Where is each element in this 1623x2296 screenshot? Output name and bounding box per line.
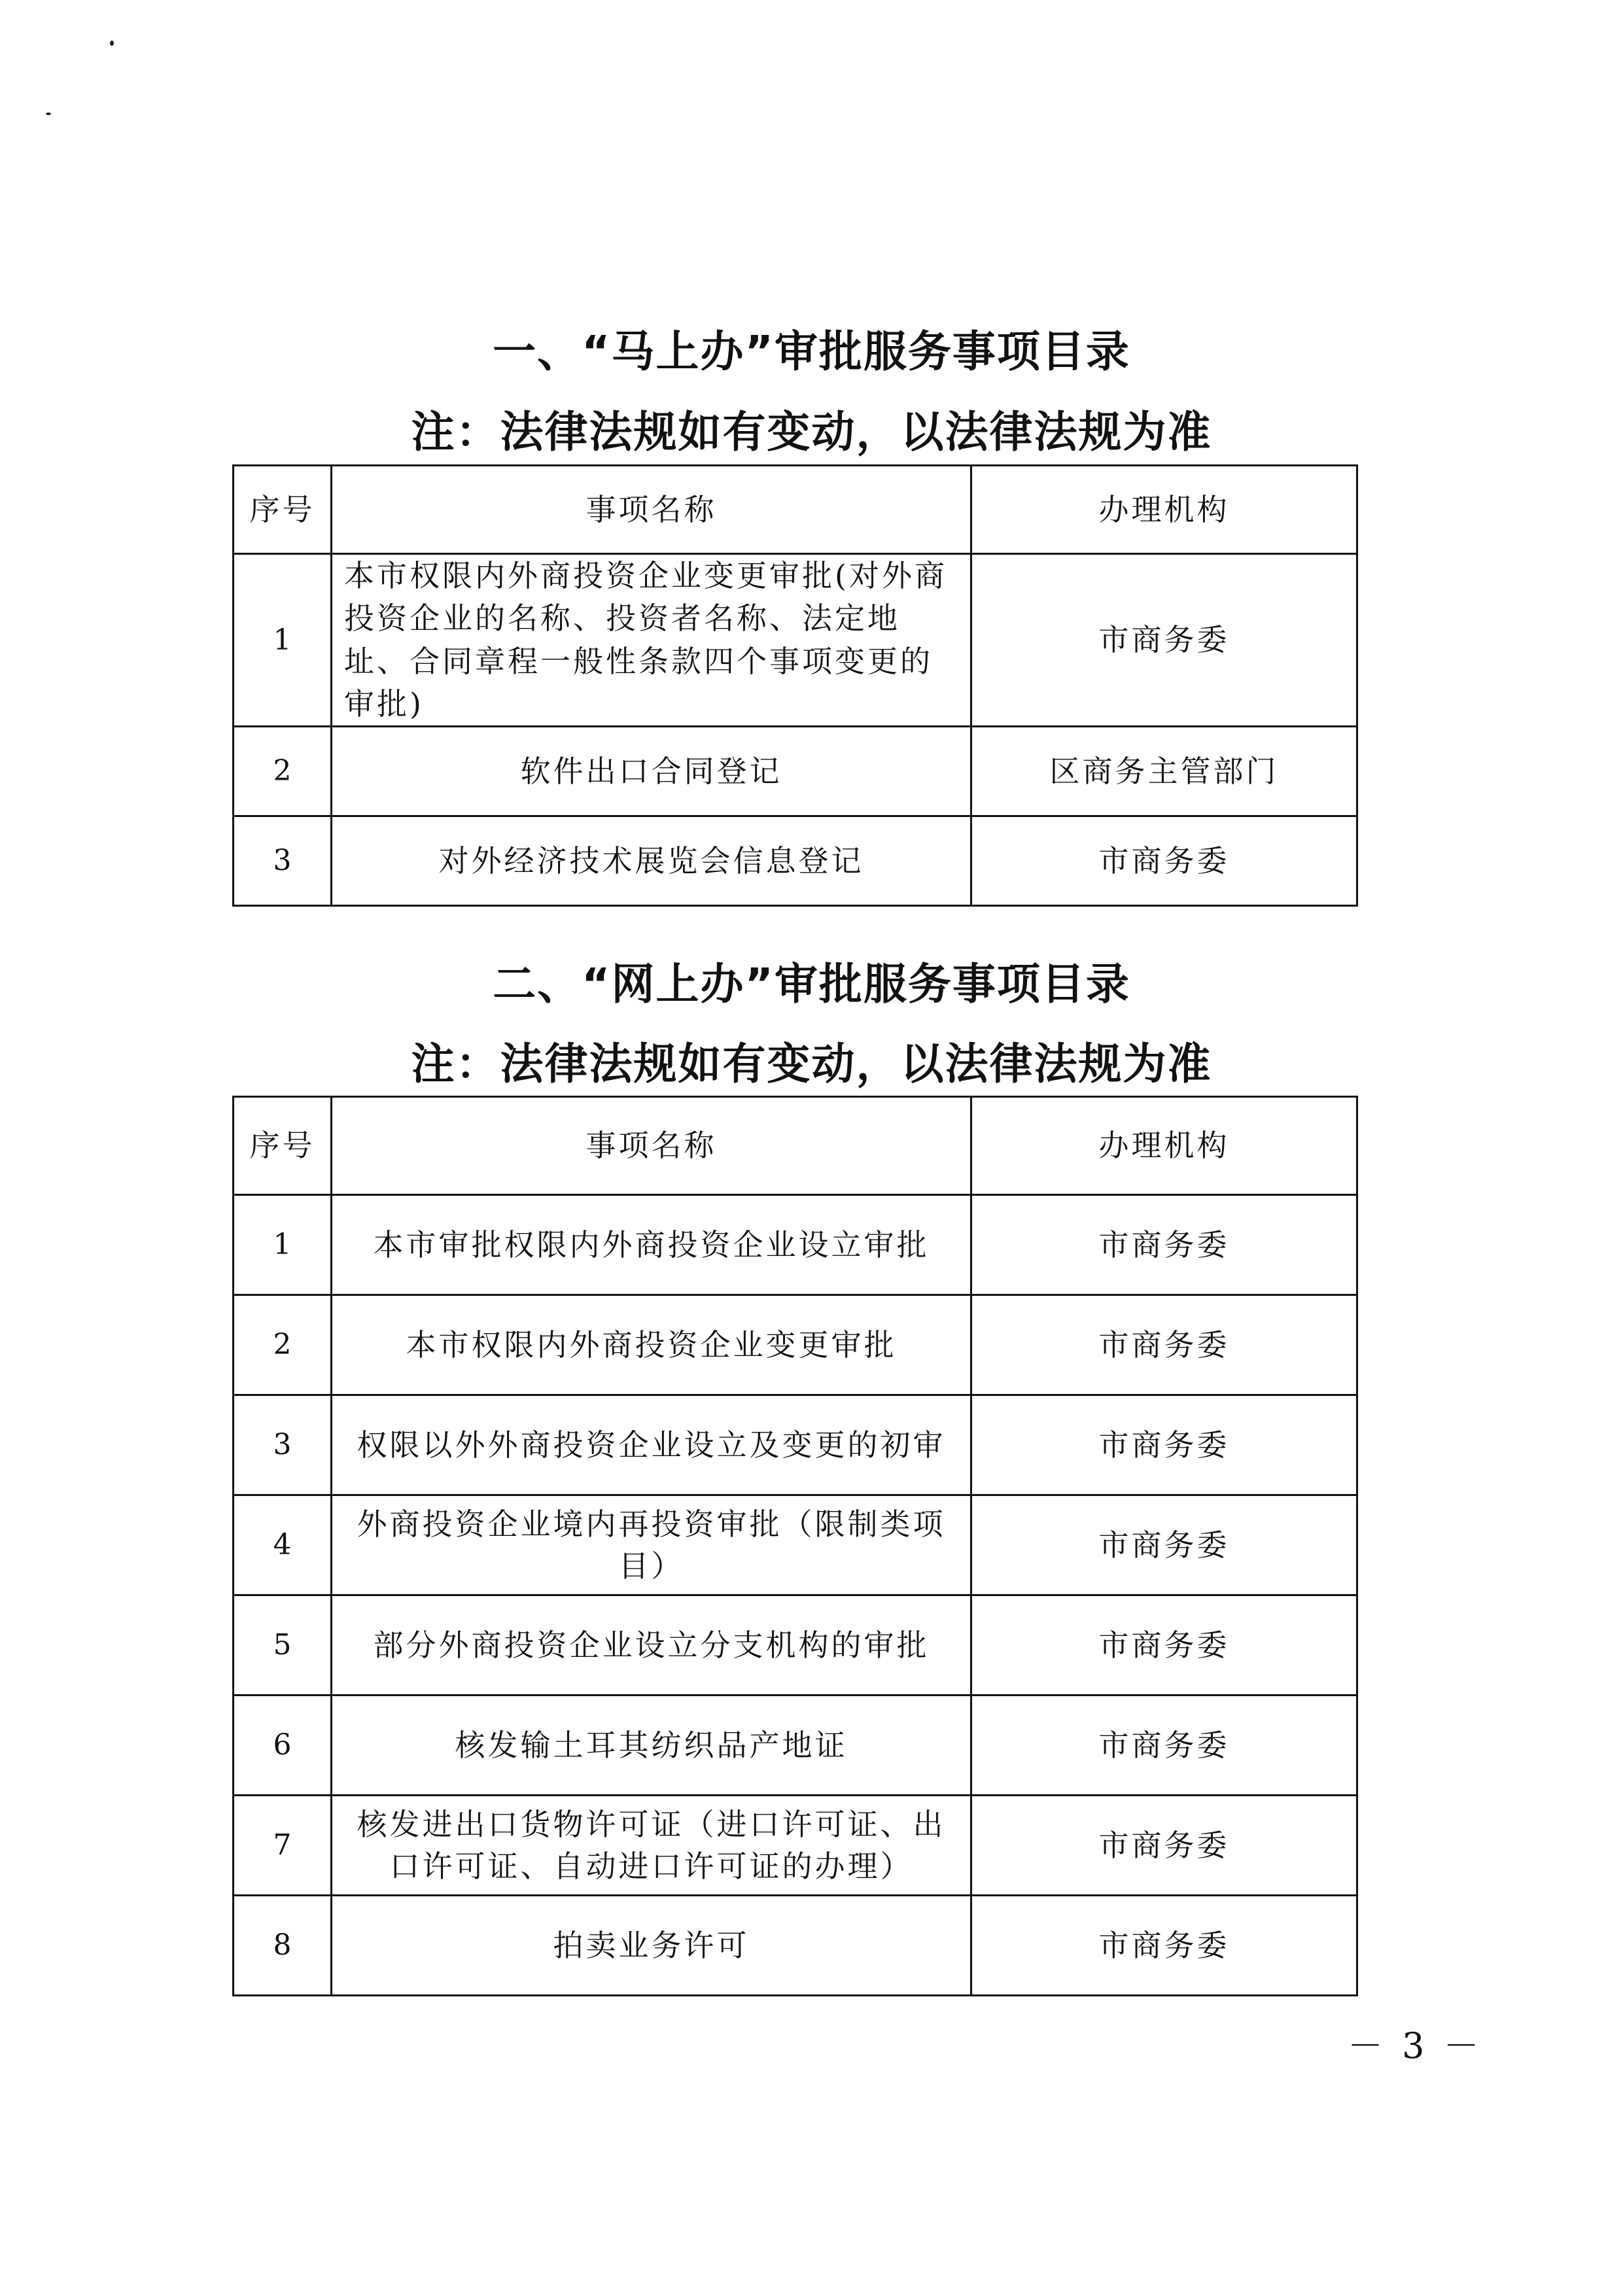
row-name: 拍卖业务许可: [332, 1896, 971, 1996]
table-row: [234, 1195, 1357, 1295]
row-no: 1: [234, 1195, 332, 1295]
table-row: [234, 816, 1357, 906]
row-no: 7: [234, 1796, 332, 1896]
column-header-name: 事项名称: [332, 466, 971, 554]
scan-speck: [110, 41, 114, 46]
table-row: [234, 1295, 1357, 1395]
row-name: 核发输土耳其纺织品产地证: [332, 1696, 971, 1796]
row-no: 2: [234, 1295, 332, 1395]
row-org: 市商务委: [971, 554, 1357, 727]
row-org: 市商务委: [971, 1295, 1357, 1395]
row-name: 部分外商投资企业设立分支机构的审批: [332, 1595, 971, 1696]
row-name: 权限以外外商投资企业设立及变更的初审: [332, 1395, 971, 1495]
row-no: 3: [234, 816, 332, 906]
row-name: 本市权限内外商投资企业变更审批(对外商投资企业的名称、投资者名称、法定地址、合同章程一般性条款四个事项变更的审批): [332, 554, 971, 727]
column-header-no: 序号: [234, 466, 332, 554]
table-row: [234, 727, 1357, 816]
column-header-name: 事项名称: [332, 1097, 971, 1195]
row-org: 区商务主管部门: [971, 727, 1357, 816]
section1-note: 注：法律法规如有变动，以法律法规为准: [411, 407, 1212, 457]
section2-title: 二、“网上办”审批服务事项目录: [493, 959, 1130, 1009]
row-org: 市商务委: [971, 816, 1357, 906]
row-no: 1: [234, 554, 332, 727]
row-org: 市商务委: [971, 1896, 1357, 1996]
row-name: 本市审批权限内外商投资企业设立审批: [332, 1195, 971, 1295]
table-row: [234, 1796, 1357, 1896]
row-name: 软件出口合同登记: [332, 727, 971, 816]
row-org: 市商务委: [971, 1395, 1357, 1495]
table-row: [234, 1696, 1357, 1796]
row-org: 市商务委: [971, 1195, 1357, 1295]
table-row: [234, 1395, 1357, 1495]
scan-speck: [46, 113, 51, 115]
table-header-row: [234, 1097, 1357, 1195]
row-org: 市商务委: [971, 1495, 1357, 1595]
section1-title: 一、“马上办”审批服务事项目录: [493, 326, 1130, 377]
row-no: 8: [234, 1896, 332, 1996]
column-header-org: 办理机构: [971, 1097, 1357, 1195]
row-name: 外商投资企业境内再投资审批（限制类项目）: [332, 1495, 971, 1595]
section2-table: [232, 1096, 1358, 1996]
row-no: 6: [234, 1696, 332, 1796]
column-header-org: 办理机构: [971, 466, 1357, 554]
table-row: [234, 1595, 1357, 1696]
row-name: 本市权限内外商投资企业变更审批: [332, 1295, 971, 1395]
section2-note: 注：法律法规如有变动，以法律法规为准: [411, 1039, 1212, 1089]
row-no: 2: [234, 727, 332, 816]
row-name: 核发进出口货物许可证（进口许可证、出口许可证、自动进口许可证的办理）: [332, 1796, 971, 1896]
row-org: 市商务委: [971, 1595, 1357, 1696]
row-org: 市商务委: [971, 1796, 1357, 1896]
row-org: 市商务委: [971, 1696, 1357, 1796]
row-no: 4: [234, 1495, 332, 1595]
page-number: － 3 －: [1348, 2025, 1483, 2066]
table-row: [234, 1495, 1357, 1595]
row-name: 对外经济技术展览会信息登记: [332, 816, 971, 906]
table-header-row: [234, 466, 1357, 554]
table-row: [234, 554, 1357, 727]
table-row: [234, 1896, 1357, 1996]
row-no: 5: [234, 1595, 332, 1696]
section1-table: [232, 464, 1358, 907]
column-header-no: 序号: [234, 1097, 332, 1195]
row-no: 3: [234, 1395, 332, 1495]
